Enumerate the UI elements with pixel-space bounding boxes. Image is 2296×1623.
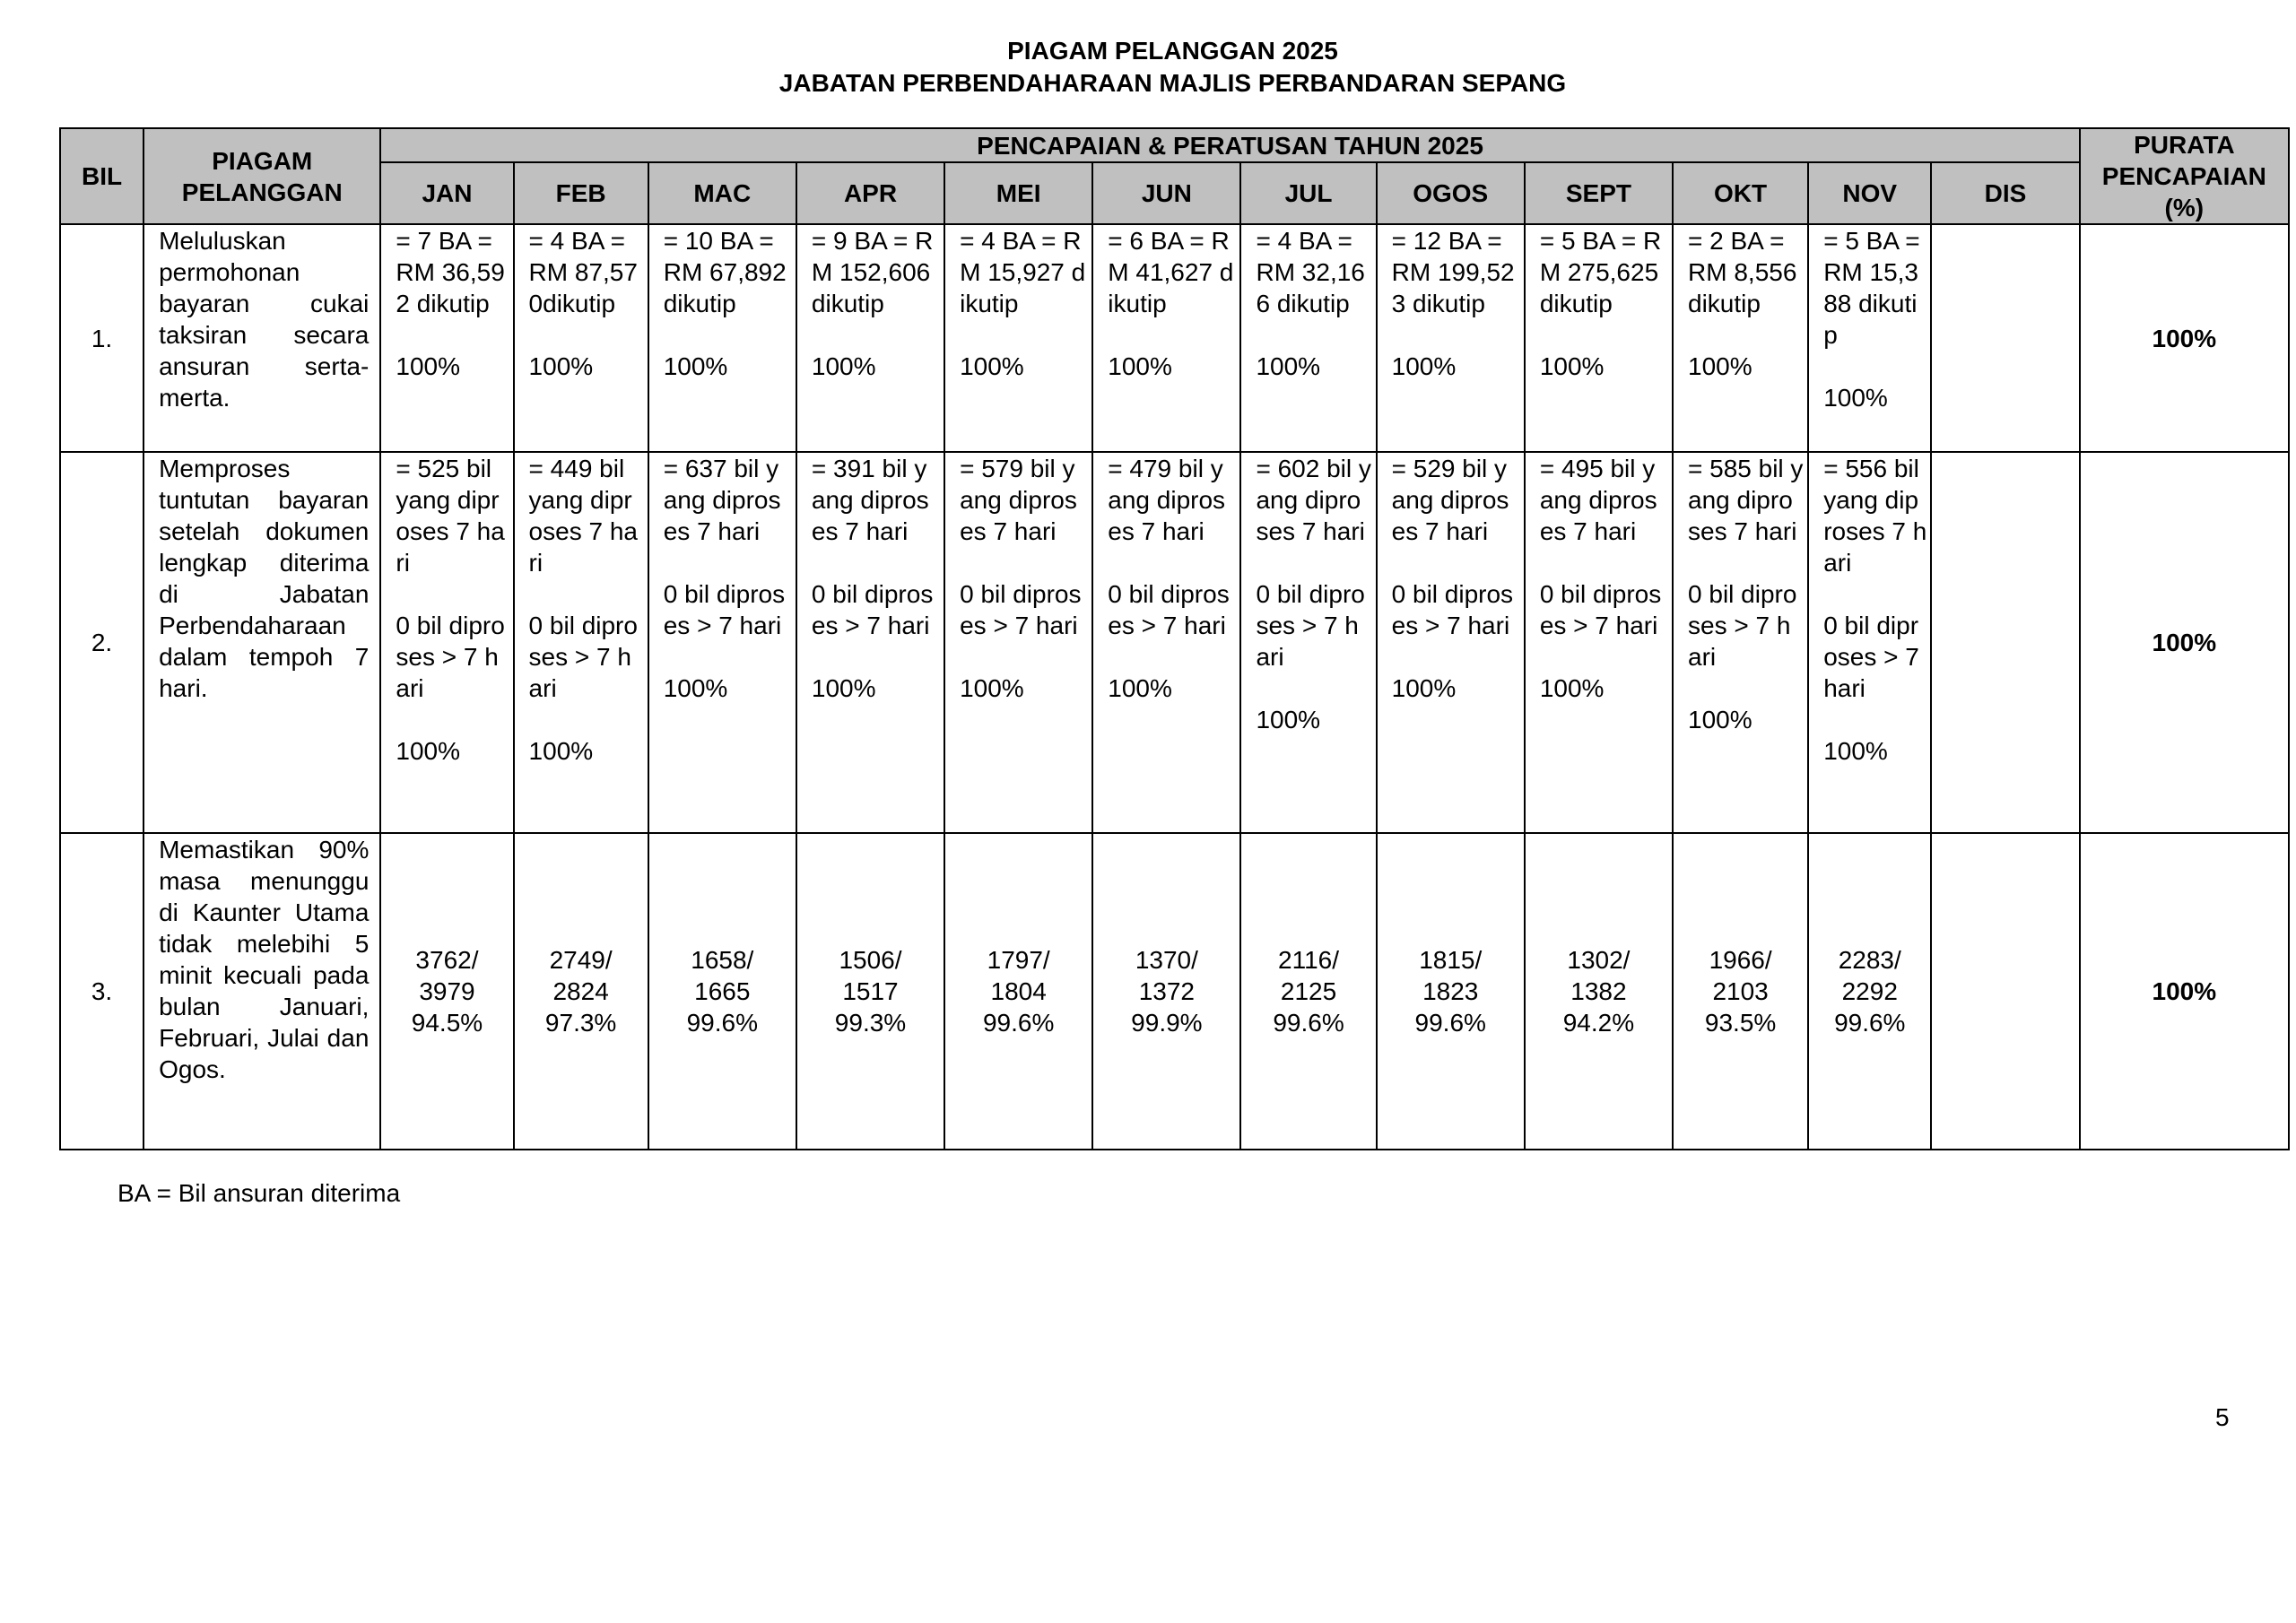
- month-cell: [514, 452, 648, 833]
- month-cell: [1377, 833, 1525, 1150]
- percentage: 100%: [1256, 706, 1321, 733]
- achievement-table: [59, 127, 2290, 1150]
- percentage: 97.3%: [544, 1009, 617, 1037]
- document-subtitle: JABATAN PERBENDAHARAAN MAJLIS PERBANDARAN SEPANG: [778, 69, 1567, 97]
- processed-within-7-days: = 479 bil yang diproses 7 hari: [1108, 455, 1226, 545]
- collection-summary: = 5 BA = RM 275,625 dikutip: [1539, 227, 1662, 317]
- header-piagam: PIAGAM PELANGGAN: [144, 128, 380, 224]
- total-count: 3979: [419, 977, 475, 1005]
- processed-over-7-days: 0 bil diproses > 7 hari: [528, 612, 638, 702]
- percentage: 100%: [396, 737, 461, 765]
- header-month: JAN: [380, 162, 513, 224]
- total-count: 2292: [1841, 977, 1898, 1005]
- served-count: 3762/: [415, 946, 479, 974]
- served-count: 1797/: [987, 946, 1050, 974]
- header-pencapaian: PENCAPAIAN & PERATUSAN TAHUN 2025: [380, 128, 2079, 162]
- collection-summary: = 2 BA = RM 8,556 dikutip: [1688, 227, 1797, 317]
- collection-summary: = 7 BA = RM 36,592 dikutip: [396, 227, 505, 317]
- month-cell: [944, 833, 1092, 1150]
- total-count: 2103: [1712, 977, 1769, 1005]
- average-achievement: 100%: [2080, 452, 2289, 833]
- percentage: 100%: [528, 352, 594, 380]
- table-row: [60, 452, 2289, 833]
- month-cell: [1240, 224, 1376, 452]
- collection-summary: = 10 BA = RM 67,892 dikutip: [663, 227, 787, 317]
- table-row: [60, 833, 2289, 1150]
- month-cell: [1931, 833, 2079, 1150]
- percentage: 100%: [811, 674, 876, 702]
- month-cell: [1240, 833, 1376, 1150]
- percentage: 100%: [1108, 352, 1172, 380]
- processed-within-7-days: = 391 bil yang diproses 7 hari: [811, 455, 929, 545]
- header-month: FEB: [514, 162, 648, 224]
- month-cell: [648, 224, 796, 452]
- month-cell: [1931, 224, 2079, 452]
- month-cell: [648, 833, 796, 1150]
- month-cell: [514, 224, 648, 452]
- percentage: 100%: [1539, 674, 1605, 702]
- header-month: OGOS: [1377, 162, 1525, 224]
- processed-within-7-days: = 525 bil yang diproses 7 hari: [396, 455, 505, 577]
- processed-within-7-days: = 449 bil yang diproses 7 hari: [528, 455, 638, 577]
- percentage: 99.6%: [982, 1009, 1055, 1037]
- row-number: 1.: [60, 224, 144, 452]
- served-count: 1302/: [1567, 946, 1631, 974]
- header-month: JUN: [1092, 162, 1240, 224]
- month-cell: [1673, 833, 1808, 1150]
- processed-over-7-days: 0 bil diproses > 7 hari: [1108, 580, 1230, 639]
- collection-summary: = 4 BA = RM 87,570dikutip: [528, 227, 638, 317]
- served-count: 2749/: [549, 946, 613, 974]
- collection-summary: = 12 BA = RM 199,523 dikutip: [1391, 227, 1515, 317]
- charter-description: [144, 224, 380, 452]
- served-count: 1966/: [1709, 946, 1772, 974]
- month-cell: [1808, 452, 1931, 833]
- month-cell: [944, 452, 1092, 833]
- month-cell: [944, 224, 1092, 452]
- served-count: 2283/: [1838, 946, 1901, 974]
- percentage: 100%: [1688, 352, 1752, 380]
- percentage: 100%: [1256, 352, 1321, 380]
- served-count: 1370/: [1135, 946, 1198, 974]
- processed-over-7-days: 0 bil diproses > 7 hari: [1688, 580, 1797, 671]
- header-purata: PURATA PENCAPAIAN (%): [2080, 128, 2289, 224]
- collection-summary: = 6 BA = RM 41,627 dikutip: [1108, 227, 1234, 317]
- total-count: 1382: [1570, 977, 1627, 1005]
- total-count: 1804: [990, 977, 1047, 1005]
- charter-description-text: Meluluskan permohonan bayaran cukai taksiran secara ansuran serta-merta.: [159, 227, 370, 412]
- month-cell: [1092, 224, 1240, 452]
- month-cell: [1377, 224, 1525, 452]
- percentage: 100%: [1391, 674, 1457, 702]
- percentage: 100%: [960, 674, 1024, 702]
- percentage: 100%: [960, 352, 1024, 380]
- served-count: 1506/: [839, 946, 902, 974]
- processed-within-7-days: = 637 bil yang diproses 7 hari: [663, 455, 781, 545]
- served-count: 2116/: [1278, 946, 1340, 974]
- table-row: [60, 224, 2289, 452]
- month-cell: [1808, 833, 1931, 1150]
- row-number: 3.: [60, 833, 144, 1150]
- month-cell: [1092, 452, 1240, 833]
- processed-over-7-days: 0 bil diproses > 7 hari: [1823, 612, 1919, 702]
- processed-within-7-days: = 602 bil yang diproses 7 hari: [1256, 455, 1371, 545]
- percentage: 100%: [1823, 737, 1888, 765]
- processed-within-7-days: = 579 bil yang diproses 7 hari: [960, 455, 1077, 545]
- header-month: MEI: [944, 162, 1092, 224]
- percentage: 100%: [663, 352, 728, 380]
- collection-summary: = 5 BA = RM 15,388 dikutip: [1823, 227, 1920, 349]
- charter-description-text: Memastikan 90% masa menunggu di Kaunter Utama tidak melebihi 5 minit kecuali pada bulan Januari, Februari, Julai dan Ogos.: [159, 836, 370, 1083]
- header-month: NOV: [1808, 162, 1931, 224]
- processed-within-7-days: = 529 bil yang diproses 7 hari: [1391, 455, 1509, 545]
- percentage: 100%: [1823, 384, 1888, 412]
- total-count: 1665: [694, 977, 751, 1005]
- percentage: 99.9%: [1131, 1009, 1203, 1037]
- month-cell: [1673, 224, 1808, 452]
- percentage: 100%: [811, 352, 876, 380]
- served-count: 1658/: [691, 946, 754, 974]
- month-cell: [1808, 224, 1931, 452]
- charter-description: [144, 833, 380, 1150]
- processed-within-7-days: = 495 bil yang diproses 7 hari: [1539, 455, 1657, 545]
- percentage: 94.5%: [411, 1009, 483, 1037]
- percentage: 100%: [663, 674, 728, 702]
- average-achievement: 100%: [2080, 224, 2289, 452]
- month-cell: [796, 833, 944, 1150]
- month-cell: [796, 224, 944, 452]
- month-cell: [1525, 452, 1673, 833]
- month-cell: [514, 833, 648, 1150]
- month-cell: [380, 452, 513, 833]
- percentage: 100%: [1688, 706, 1752, 733]
- month-cell: [648, 452, 796, 833]
- month-cell: [1525, 833, 1673, 1150]
- header-month: APR: [796, 162, 944, 224]
- month-cell: [1377, 452, 1525, 833]
- collection-summary: = 9 BA = RM 152,606 dikutip: [811, 227, 934, 317]
- total-count: 1517: [842, 977, 899, 1005]
- page-number: 5: [2215, 1403, 2230, 1431]
- percentage: 99.6%: [1414, 1009, 1486, 1037]
- percentage: 99.6%: [686, 1009, 759, 1037]
- total-count: 2125: [1280, 977, 1337, 1005]
- total-count: 1372: [1138, 977, 1196, 1005]
- charter-description-text: Memproses tuntutan bayaran setelah dokumen lengkap diterima di Jabatan Perbendaharaan dalam tempoh 7 hari.: [159, 455, 370, 702]
- percentage: 100%: [1539, 352, 1605, 380]
- served-count: 1815/: [1419, 946, 1483, 974]
- percentage: 94.2%: [1562, 1009, 1635, 1037]
- processed-within-7-days: = 585 bil yang diproses 7 hari: [1688, 455, 1804, 545]
- average-achievement: 100%: [2080, 833, 2289, 1150]
- processed-over-7-days: 0 bil diproses > 7 hari: [811, 580, 934, 639]
- processed-over-7-days: 0 bil diproses > 7 hari: [396, 612, 505, 702]
- document-title: PIAGAM PELANGGAN 2025: [1007, 37, 1338, 65]
- month-cell: [380, 224, 513, 452]
- percentage: 93.5%: [1704, 1009, 1777, 1037]
- processed-over-7-days: 0 bil diproses > 7 hari: [1391, 580, 1514, 639]
- row-number: 2.: [60, 452, 144, 833]
- total-count: 2824: [552, 977, 609, 1005]
- processed-over-7-days: 0 bil diproses > 7 hari: [1256, 580, 1365, 671]
- percentage: 100%: [396, 352, 461, 380]
- percentage: 100%: [1391, 352, 1457, 380]
- header-month: MAC: [648, 162, 796, 224]
- processed-over-7-days: 0 bil diproses > 7 hari: [663, 580, 786, 639]
- header-month: OKT: [1673, 162, 1808, 224]
- percentage: 99.6%: [1273, 1009, 1344, 1037]
- month-cell: [1092, 833, 1240, 1150]
- processed-over-7-days: 0 bil diproses > 7 hari: [960, 580, 1082, 639]
- charter-description: [144, 452, 380, 833]
- total-count: 1823: [1422, 977, 1479, 1005]
- collection-summary: = 4 BA = RM 15,927 dikutip: [960, 227, 1086, 317]
- processed-within-7-days: = 556 bil yang diproses 7 hari: [1823, 455, 1927, 577]
- month-cell: [380, 833, 513, 1150]
- header-month: JUL: [1240, 162, 1376, 224]
- collection-summary: = 4 BA = RM 32,166 dikutip: [1256, 227, 1365, 317]
- percentage: 99.6%: [1834, 1009, 1906, 1037]
- month-cell: [1931, 452, 2079, 833]
- header-bil: BIL: [60, 128, 144, 224]
- month-cell: [1525, 224, 1673, 452]
- footnote: BA = Bil ansuran diterima: [117, 1179, 401, 1207]
- processed-over-7-days: 0 bil diproses > 7 hari: [1539, 580, 1662, 639]
- header-month: SEPT: [1525, 162, 1673, 224]
- month-cell: [1240, 452, 1376, 833]
- percentage: 100%: [528, 737, 594, 765]
- month-cell: [1673, 452, 1808, 833]
- percentage: 99.3%: [834, 1009, 907, 1037]
- header-month: DIS: [1931, 162, 2079, 224]
- percentage: 100%: [1108, 674, 1172, 702]
- month-cell: [796, 452, 944, 833]
